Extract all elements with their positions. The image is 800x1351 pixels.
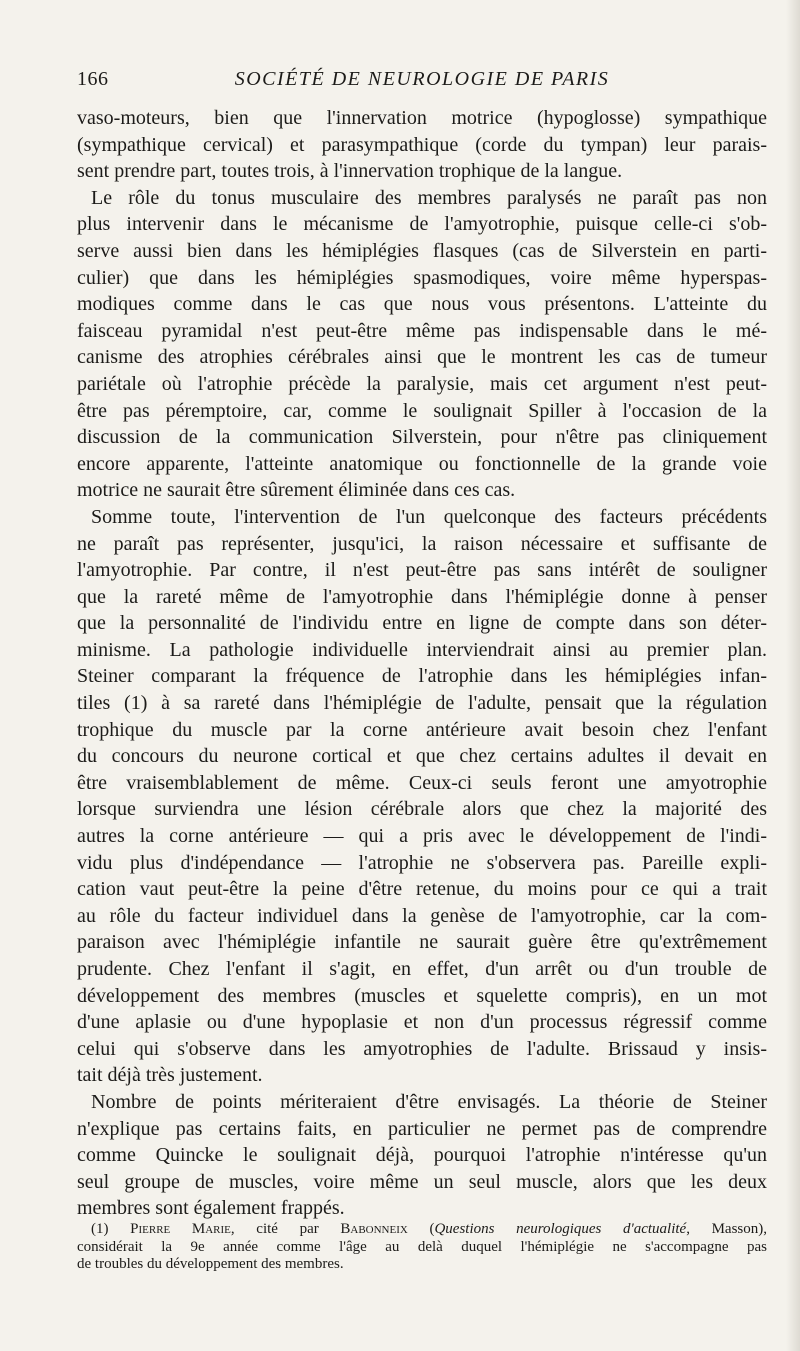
page-header (77, 68, 767, 98)
footnote-marker: (1) (91, 1221, 109, 1237)
text-line: membres sont également frappés. (77, 1197, 345, 1220)
footnote-line: de troubles du développement des membres. (77, 1256, 344, 1272)
text-line: l'amyotrophie. Par contre, il n'est peut-être pas sans intérêt de souligner (77, 559, 767, 582)
text-line: d'une aplasie ou d'une hypoplasie et non d'un processus régressif comme (77, 1011, 767, 1034)
text-line: ne paraît pas représenter, jusqu'ici, la raison nécessaire et suffisante de (77, 532, 767, 555)
text-line: plus intervenir dans le mécanisme de l'amyotrophie, puisque celle-ci s'ob- (77, 213, 767, 236)
text-line: serve aussi bien dans les hémiplégies flasques (cas de Silverstein en parti- (77, 239, 767, 262)
footnote (77, 1221, 767, 1274)
text-line: que la rareté même de l'amyotrophie dans l'hémiplégie donne à penser (77, 585, 767, 608)
text-line: minisme. La pathologie individuelle interviendrait ainsi au premier plan. (77, 638, 767, 661)
text-line: faisceau pyramidal n'est peut-être même pas indispensable dans le mé- (77, 319, 767, 342)
text-line: paraison avec l'hémiplégie infantile ne saurait guère être qu'extrêmement (77, 931, 767, 954)
text-line: tait déjà très justement. (77, 1064, 263, 1087)
text-line: sent prendre part, toutes trois, à l'innervation trophique de la langue. (77, 160, 623, 183)
text-line: (sympathique cervical) et parasympathique (corde du tympan) leur parais- (77, 133, 767, 156)
text-line: pariétale où l'atrophie précède la paralysie, mais cet argument n'est peut- (77, 372, 767, 395)
text-line: du concours du neurone cortical et que chez certains adultes il devait en (77, 745, 767, 768)
text-line: autres la corne antérieure — qui a pris avec le développement de l'indi- (77, 825, 767, 848)
text-line: être pas péremptoire, car, comme le soulignait Spiller à l'occasion de la (77, 399, 767, 422)
text-line: celui qui s'observe dans les amyotrophies de l'adulte. Brissaud y insis- (77, 1037, 767, 1060)
text-line: cation vaut peut-être la peine d'être retenue, du moins pour ce qui a trait (77, 878, 767, 901)
text-line: n'explique pas certains faits, en particulier ne permet pas de comprendre (77, 1117, 767, 1140)
text-line: comme Quincke le soulignait déjà, pourquoi l'atrophie n'intéresse qu'un (77, 1144, 767, 1167)
text-line: Nombre de points mériteraient d'être envisagés. La théorie de Steiner (91, 1090, 767, 1113)
text-line: modiques comme dans le cas que nous vous présentons. L'atteinte du (77, 293, 767, 316)
text-line: culier) que dans les hémiplégies spasmodiques, voire même hyperspas- (77, 266, 767, 289)
text-line: trophique du muscle par la corne antérieure avait besoin chez l'enfant (77, 718, 767, 741)
text-line: être vraisemblablement de même. Ceux-ci seuls feront une amyotrophie (77, 771, 767, 794)
text-line: développement des membres (muscles et squelette compris), en un mot (77, 984, 767, 1007)
text-line: vidu plus d'indépendance — l'atrophie ne s'observera pas. Pareille expli- (77, 851, 767, 874)
text-line: discussion de la communication Silverstein, pour n'être pas cliniquement (77, 426, 767, 449)
page-number: 166 (77, 68, 109, 90)
text-line: que la personnalité de l'individu entre en ligne de compte dans son déter- (77, 612, 767, 635)
footnote-source-open: ( (407, 1221, 435, 1237)
footnote-cite-text: , cité par (230, 1221, 341, 1237)
text-line: Steiner comparant la fréquence de l'atrophie dans les hémiplégies infan- (77, 665, 767, 688)
text-line: lorsque surviendra une lésion cérébrale alors que chez la majorité des (77, 798, 767, 821)
text-line: Somme toute, l'intervention de l'un quelconque des facteurs précédents (91, 505, 767, 528)
text-line: canisme des atrophies cérébrales ainsi que le montrent les cas de tumeur (77, 346, 767, 369)
footnote-source-title: Questions neurologiques d'actualité (434, 1221, 687, 1237)
page-edge-shadow (786, 0, 800, 1351)
footnote-line (77, 1221, 767, 1239)
text-line: tiles (1) à sa rareté dans l'hémiplégie de l'adulte, pensait que la régulation (77, 692, 767, 715)
footnote-cited-author: Babonneix (340, 1221, 408, 1237)
text-line: au rôle du facteur individuel dans la genèse de l'amyotrophie, car la com- (77, 904, 767, 927)
running-title: SOCIÉTÉ DE NEUROLOGIE DE PARIS (234, 68, 610, 90)
footnote-source-close: , Masson), (686, 1221, 768, 1237)
footnote-line: considérait la 9e année comme l'âge au delà duquel l'hémiplégie ne s'accompagne pas (77, 1238, 767, 1255)
text-line: prudente. Chez l'enfant il s'agit, en effet, d'un arrêt ou d'un trouble de (77, 958, 767, 980)
text-line: seul groupe de muscles, voire même un seul muscle, alors que les deux (77, 1170, 767, 1193)
text-line: vaso-moteurs, bien que l'innervation motrice (hypoglosse) sympathique (77, 107, 767, 129)
footnote-author: Pierre Marie (130, 1221, 231, 1237)
text-line: Le rôle du tonus musculaire des membres paralysés ne paraît pas non (91, 186, 767, 209)
body-text (77, 105, 767, 1222)
text-line: encore apparente, l'atteinte anatomique ou fonctionnelle de la grande voie (77, 452, 767, 475)
text-line: motrice ne saurait être sûrement éliminée dans ces cas. (77, 479, 516, 502)
